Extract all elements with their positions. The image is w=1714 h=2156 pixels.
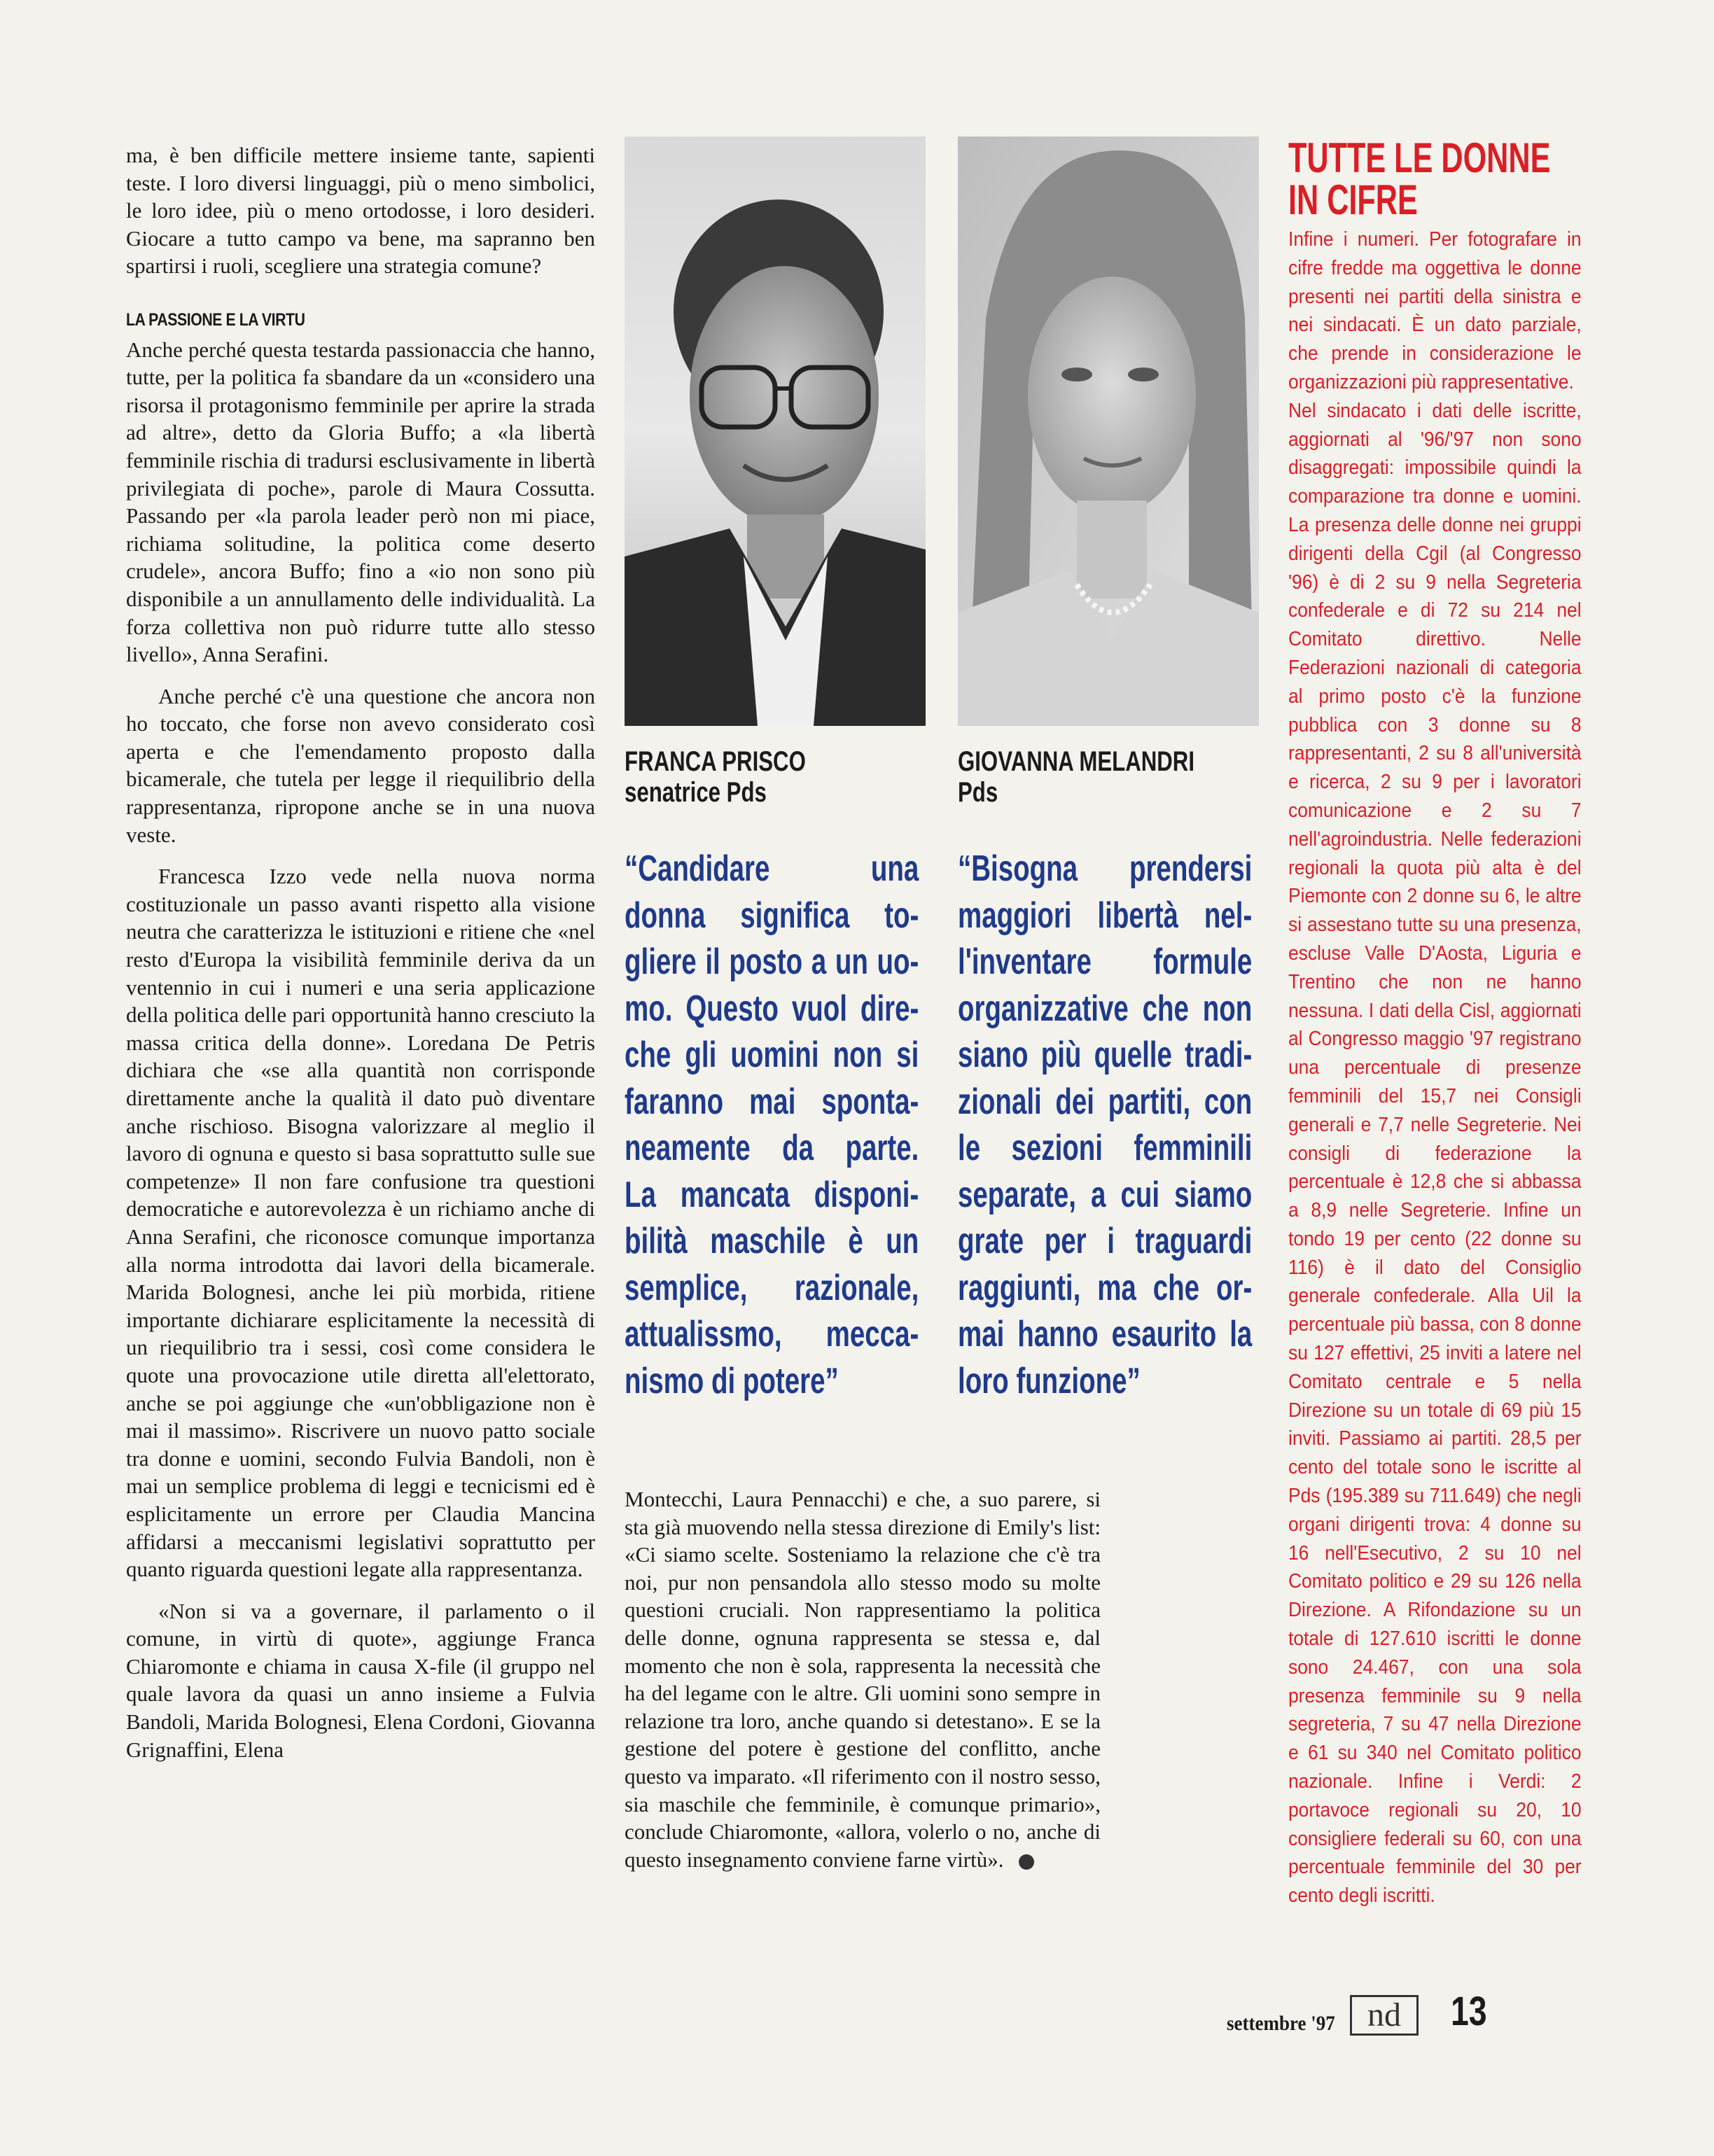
article-paragraph: Anche perché questa testarda passionaccia che hanno, tutte, per la politica fa sbandare da un «considero una risorsa il protagonismo femminile per aprire la strada ad altre», detto da Gloria Buffo; a «la libertà femminile rischia di tradursi esclusivamente in libertà privilegiata di poche», parole di Maura Cossutta. Passando per «la parola leader però non mi piace, richiama solitudine, la politica come deserto crudele», ancora Buffo; fino a «io non sono più disponibile a un annullamento delle individualità. La forza collettiva non può ridurre tutte allo stesso livello», Anna Serafini. bbox=[126, 337, 595, 667]
pull-quote-franca-prisco bbox=[625, 846, 919, 1404]
quote-line: attualissmo, mecca- bbox=[625, 1314, 919, 1354]
page-number: 13 bbox=[1451, 1989, 1487, 2034]
portrait-caption-franca-prisco bbox=[625, 746, 806, 808]
quote-line: le sezioni femminili bbox=[958, 1128, 1253, 1168]
sidebar-title-line: IN CIFRE bbox=[1288, 176, 1418, 223]
quote-line: semplice, razionale, bbox=[625, 1267, 919, 1308]
portrait-image bbox=[625, 136, 926, 726]
quote-line: neamente da parte. bbox=[625, 1128, 919, 1168]
portrait-photo-giovanna-melandri bbox=[958, 136, 1259, 726]
sidebar-paragraph: Nel sindacato i dati delle iscritte, aggiornati al '96/'97 non sono disaggregati: impossibile quindi la comparazione tra donne e uomini. La presenza delle donne nei gruppi dirigenti della Cgil (al Congresso '96) è di 2 su 9 nella Segreteria confederale e di 72 su 214 nel Comitato direttivo. Nelle Federazioni nazionali di categoria al primo posto c'è la funzione pubblica con 3 donne su 8 rappresentanti, 2 su 8 all'università e ricerca, 2 su 9 per i lavoratori comunicazione e 2 su 7 nell'agroindustria. Nelle federazioni regionali la quota più alta è del Piemonte con 2 donne su 6, le altre si assestano tutte su una presenza, escluse Valle D'Aosta, Liguria e Trentino che non ne hanno nessuna. I dati della Cisl, aggiornati al Congresso maggio '97 registrano una percentuale di presenze femminili del 15,7 nei Consigli generali e 7,7 nelle Segreterie. Nei consigli di federazione la percentuale è 12,8 che si abbassa a 8,9 nelle Segreterie. Infine un tondo 19 per cento (22 donne su 116) è il dato del Consiglio generale confederale. Alla Uil la percentuale più bassa, con 8 donne su 127 effettivi, 25 inviti a latere nel Comitato centrale e 5 nella Direzione su un totale di 69 più 15 inviti. Passiamo ai partiti. 28,5 per cento del totale sono le iscritte al Pds (195.389 su 711.649) che negli organi dirigenti trova: 4 donne su 16 nell'Esecutivo, 2 su 10 nel Comitato politico e 29 su 126 nella Direzione. A Rifondazione su un totale di 127.610 iscritti le donne sono 24.467, con una sola presenza femminile su 9 nella segreteria, 7 su 47 nella Direzione e 61 su 340 nel Comitato politico nazionale. Infine i Verdi: 2 portavoce regionali su 20, 10 consigliere federali su 60, con una percentuale femminile del 30 per cento degli iscritti. bbox=[1288, 399, 1582, 1907]
quote-line: maggiori libertà nel- bbox=[958, 895, 1253, 936]
article-text: Montecchi, Laura Pennacchi) e che, a suo parere, si sta già muovendo nella stessa direzione di Emily's list: «Ci siamo scelte. Sosteniamo la relazione che c'è tra noi, pur non pensandola allo stesso modo su molte questioni cruciali. Non rappresentiamo la politica delle donne, ognuna rappresenta se stessa e, dal momento che non è sola, rappresenta la necessità che ha del legame con le altre. Gli uomini sono sempre in relazione tra loro, anche quando si detestano». E se la gestione del potere è gestione del conflitto, anche questo va imparato. «Il riferimento con il nostro sesso, sia maschile che femminile, è comunque primario», conclude Chiaromonte, «allora, volerlo o no, anche di questo insegnamento conviene farne virtù». bbox=[625, 1487, 1101, 1872]
sidebar-body bbox=[1288, 225, 1582, 1910]
person-name: FRANCA PRISCO bbox=[625, 746, 806, 777]
person-name: GIOVANNA MELANDRI bbox=[958, 746, 1194, 777]
quote-line: “Bisogna prendersi bbox=[958, 848, 1253, 889]
article-paragraph bbox=[625, 1485, 1101, 1873]
sidebar-title-line: TUTTE LE DONNE bbox=[1288, 134, 1551, 181]
quote-line: mai hanno esaurito la bbox=[958, 1314, 1253, 1354]
section-subhead: LA PASSIONE E LA VIRTU bbox=[126, 309, 305, 330]
article-paragraph: Francesca Izzo vede nella nuova norma costituzionale un passo avanti rispetto alla visione neutra che caratterizza le istituzioni e ritiene che «nel resto d'Europa la visibilità femminile deriva da un ventennio in cui i numeri e una seria applicazione della politica delle pari opportunità hanno cresciuto la massa critica della donne». Loredana De Petris dichiara che «se alla quantità non corrisponde direttamente anche la qualità il dato può diventare anche rischioso. Bisogna valorizzare al meglio il lavoro di ognuna e questo si basa soprattutto sulle sue competenze» Il non fare confusione tra questioni democratiche e autorevolezza è un richiamo anche di Anna Serafini, che riconosce comunque importanza alla norma introdotta dai lavori della bicamerale. Marida Bolognesi, anche lei più morbida, ritiene importante dichiarare esplicitamente la necessità di un riequilibrio tra i sessi, così come considera le quote una provocazione utile diretta all'elettorato, anche se poi aggiunge che «un'obbligazione non è mai il massimo». Riscrivere un nuovo patto sociale tra donne e uomini, secondo Fulvia Bandoli, non è mai un semplice problema di leggi e tecnicismi ed è esplicitamente un errore per Claudia Mancina affidarsi a meccanismi legislativi soprattutto per quanto riguarda questioni legate alla rappresentanza. bbox=[126, 864, 595, 1582]
sidebar-paragraph: Infine i numeri. Per fotografare in cifre fredde ma oggettiva le donne presenti nei partiti della sinistra e nei sindacati. È un dato parziale, che prende in considerazione le organizzazioni più rappresentative. bbox=[1288, 228, 1582, 393]
quote-line: organizzative che non bbox=[958, 988, 1253, 1029]
quote-line: mo. Questo vuol dire- bbox=[625, 988, 919, 1029]
quote-line: loro funzione” bbox=[958, 1360, 1141, 1401]
left-column-article bbox=[126, 141, 595, 1763]
article-paragraph: Anche perché c'è una questione che ancora non ho toccato, che forse non avevo considerato così aperta e che l'emendamento proposto dalla bicamerale, che tutela per legge il riequilibrio della rappresentanza, ripropone anche se in una nuova veste. bbox=[126, 683, 595, 847]
article-paragraph: «Non si va a governare, il parlamento o il comune, in virtù di quote», aggiunge Franca Chiaromonte e chiama in causa X-file (il gruppo nel quale lavora da quasi un anno insieme a Fulvia Bandoli, Marida Bolognesi, Elena Cordoni, Giovanna Grignaffini, Elena bbox=[126, 1598, 595, 1762]
person-role: senatrice Pds bbox=[625, 777, 767, 808]
quote-line: l'inventare formule bbox=[958, 941, 1253, 982]
magazine-logo: nd bbox=[1350, 1995, 1419, 2036]
portrait-caption-giovanna-melandri bbox=[958, 746, 1194, 808]
portrait-image bbox=[958, 136, 1259, 726]
person-role: Pds bbox=[958, 777, 998, 808]
article-paragraph: ma, è ben difficile mettere insieme tante, sapienti teste. I loro diversi linguaggi, più o meno simbolici, le loro idee, più o meno ortodosse, i loro desideri. Giocare a tutto campo va bene, ma sapranno ben spartirsi i ruoli, scegliere una strategia comune? bbox=[126, 143, 595, 279]
quote-line: grate per i traguardi bbox=[958, 1221, 1253, 1261]
quote-line: che gli uomini non si bbox=[625, 1035, 919, 1075]
quote-line: zionali dei partiti, con bbox=[958, 1081, 1253, 1122]
middle-column-article bbox=[625, 1485, 1101, 1873]
quote-line: bilità maschile è un bbox=[625, 1221, 919, 1261]
quote-line: separate, a cui siamo bbox=[958, 1174, 1253, 1215]
quote-line: La mancata disponi- bbox=[625, 1174, 919, 1215]
sidebar-title bbox=[1288, 134, 1551, 223]
quote-line: nismo di potere” bbox=[625, 1360, 839, 1401]
quote-line: siano più quelle tradi- bbox=[958, 1035, 1253, 1075]
end-of-article-dot-icon bbox=[1019, 1854, 1034, 1870]
pull-quote-giovanna-melandri bbox=[958, 846, 1252, 1404]
portrait-photo-franca-prisco bbox=[625, 136, 926, 726]
quote-line: “Candidare una bbox=[625, 848, 919, 889]
quote-line: donna significa to- bbox=[625, 895, 919, 936]
quote-line: faranno mai sponta- bbox=[625, 1081, 919, 1122]
footer-issue-date: settembre '97 bbox=[1227, 2012, 1335, 2035]
quote-line: raggiunti, ma che or- bbox=[958, 1267, 1253, 1308]
quote-line: gliere il posto a un uo- bbox=[625, 941, 919, 982]
